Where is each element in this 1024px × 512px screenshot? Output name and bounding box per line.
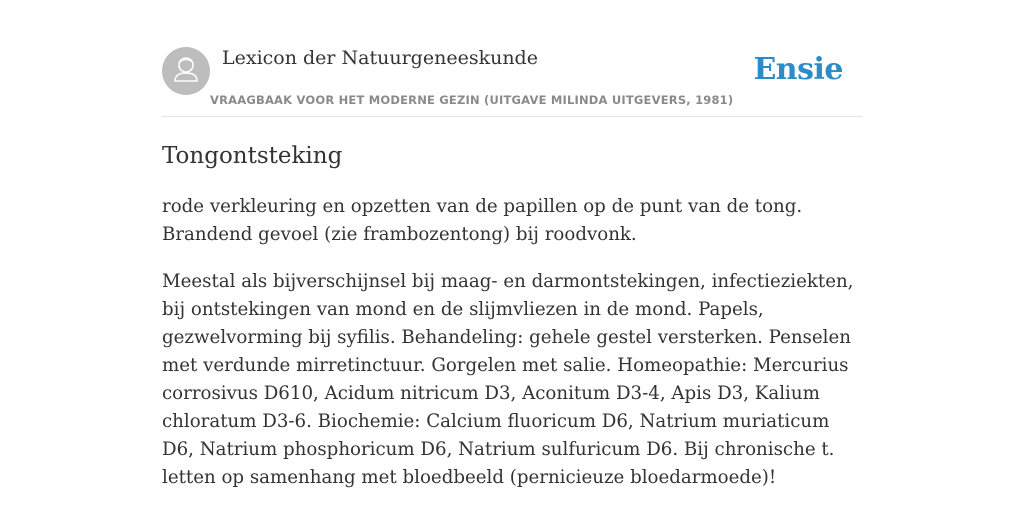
book-subtitle: VRAAGBAAK VOOR HET MODERNE GEZIN (UITGAVE MILINDA UITGEVERS, 1981) (210, 93, 734, 107)
entry-title: Tongontsteking (162, 143, 343, 169)
entry-paragraph: Meestal als bijverschijnsel bij maag- en darmontstekingen, infectieziekten, bij ontstekingen van mond en de slijmvliezen in de mond. Papels, gezwelvorming bij syfilis. Behandeling: gehele gestel versterken. Penselen met verdunde mirretinctuur. Gorgelen met salie. Homeopathie: Mercurius corrosivus D610, Acidum nitricum D3, Aconitum D3-4, Apis D3, Kalium chloratum D3-6. Biochemie: Calcium fluoricum D6, Natrium muriaticum D6, Natrium phosphoricum D6, Natrium sulfuricum D6. Bij chronische t. letten op samenhang met bloedbeeld (pernicieuze bloedarmoede)! (162, 271, 854, 488)
book-title[interactable]: Lexicon der Natuurgeneeskunde (222, 47, 538, 69)
book-avatar[interactable] (162, 47, 210, 95)
brand-logo[interactable]: Ensie (753, 52, 843, 87)
book-header (162, 46, 862, 117)
user-icon (162, 47, 210, 95)
page (162, 0, 862, 492)
entry-paragraph: rode verkleuring en opzetten van de papillen op de punt van de tong. Brandend gevoel (zie frambozentong) bij roodvonk. (162, 196, 803, 245)
